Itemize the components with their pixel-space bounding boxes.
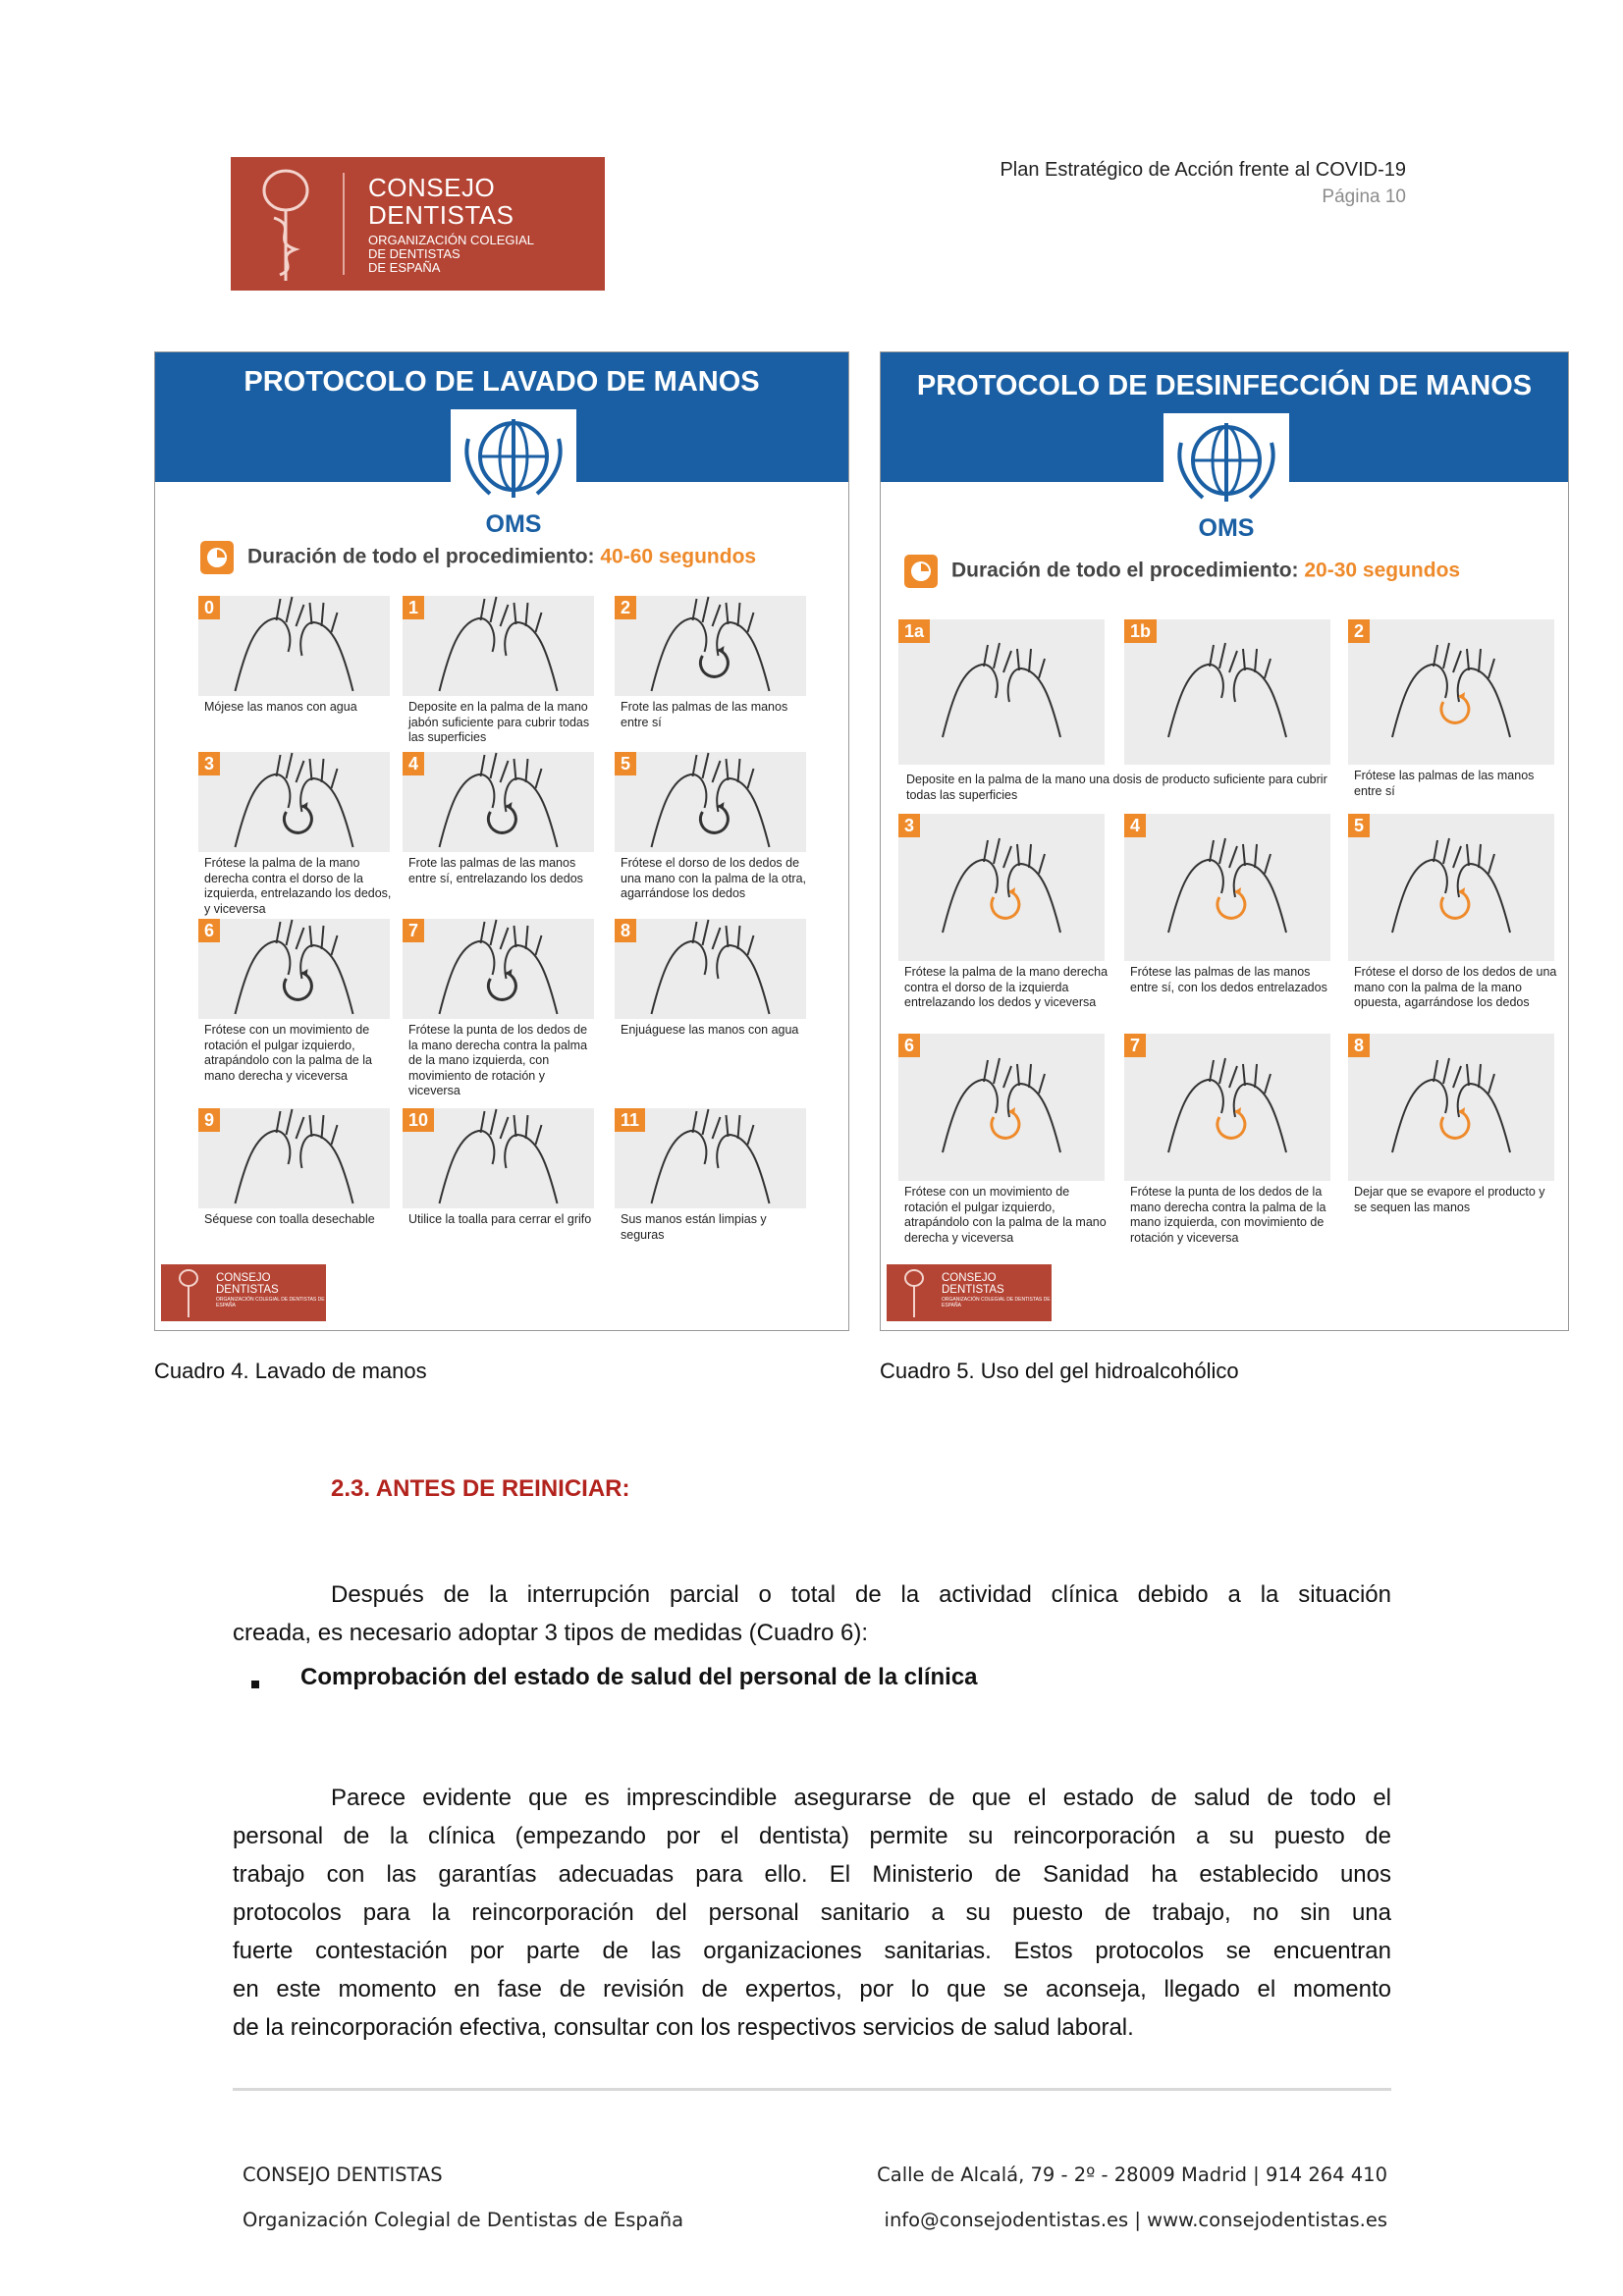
who-emblem-icon	[1163, 413, 1289, 511]
step-number: 3	[898, 814, 920, 837]
hands-illustration-icon	[615, 919, 806, 1019]
step-caption-1: Deposite en la palma de la mano una dosis de producto suficiente para cubrir todas las superficies	[906, 773, 1327, 802]
hands-illustration-icon	[198, 752, 390, 852]
figure-caption-5: Cuadro 5. Uso del gel hidroalcohólico	[880, 1359, 1239, 1383]
step-number: 0	[198, 596, 220, 619]
paragraph-line: fuerte contestación por parte de las organizaciones sanitarias. Estos protocolos se encuentran	[233, 1938, 1391, 1964]
logo-divider	[343, 173, 345, 275]
paragraph-health-check	[233, 1779, 1391, 2047]
step-number: 9	[198, 1108, 220, 1132]
footer-org-name: CONSEJO DENTISTAS	[243, 2163, 443, 2186]
step-caption: Dejar que se evapore el producto y se sequen las manos	[1354, 1185, 1545, 1214]
step-number: 7	[1124, 1034, 1146, 1057]
hands-illustration-icon	[198, 596, 390, 696]
step-caption: Utilice la toalla para cerrar el grifo	[408, 1212, 592, 1226]
logo-line: CONSEJO	[368, 173, 496, 202]
caduceus-icon	[231, 157, 339, 291]
step-caption: Frote las palmas de las manos entre sí	[621, 700, 788, 729]
step-image	[615, 596, 806, 696]
logo-line: ORGANIZACIÓN COLEGIAL	[368, 233, 535, 247]
bullet-square-icon	[251, 1681, 259, 1688]
step-image	[615, 1108, 806, 1208]
badge-line: CONSEJO	[942, 1272, 997, 1284]
footer-address: Calle de Alcalá, 79 - 2º - 28009 Madrid | 914 264 410	[877, 2163, 1387, 2186]
step-caption: Frótese la palma de la mano derecha contra el dorso de la izquierda entrelazando los dedos y viceversa	[904, 965, 1109, 1009]
step-number: 11	[615, 1108, 645, 1132]
hands-illustration-icon	[403, 752, 594, 852]
step-number: 6	[198, 919, 220, 942]
logo-line: DENTISTAS	[368, 200, 514, 230]
step-caption: Frótese la punta de los dedos de la mano derecha contra la palma de la mano izquierda, con movimiento de rotación y viceversa	[408, 1023, 588, 1097]
section-title: 2.3. ANTES DE REINICIAR:	[331, 1475, 630, 1502]
paragraph-intro	[233, 1575, 1391, 1652]
step-number: 4	[403, 752, 424, 775]
figure-caption-4: Cuadro 4. Lavado de manos	[154, 1359, 427, 1383]
consejo-dentistas-logo	[231, 157, 605, 291]
step-caption: Sus manos están limpias y seguras	[621, 1212, 767, 1242]
who-label: OMS	[485, 510, 542, 538]
hands-illustration-icon	[198, 1108, 390, 1208]
paragraph-line: Parece evidente que es imprescindible asegurarse de que el estado de salud de todo el	[331, 1785, 1391, 1811]
hands-illustration-icon	[1348, 814, 1554, 961]
hands-illustration-icon	[1348, 619, 1554, 765]
who-emblem-icon	[451, 409, 576, 507]
duration-label: Duración de todo el procedimiento:	[247, 545, 595, 568]
step-caption: Frote las palmas de las manos entre sí, entrelazando los dedos	[408, 856, 583, 885]
step-caption: Deposite en la palma de la mano jabón suficiente para cubrir todas las superficies	[408, 700, 590, 744]
step-number: 2	[615, 596, 636, 619]
step-caption: Frótese el dorso de los dedos de una mano con la palma de la otra, agarrándose los dedos	[621, 856, 807, 900]
page-number: Página 10	[1322, 187, 1406, 207]
caduceus-icon	[169, 1264, 208, 1321]
badge-line: ORGANIZACIÓN COLEGIAL DE DENTISTAS DE ESPAÑA	[216, 1297, 325, 1308]
paragraph-line: personal de la clínica (empezando por el dentista) permite su reincorporación a su puesto de	[233, 1823, 1391, 1849]
paragraph-line: Después de la interrupción parcial o total de la actividad clínica debido a la situación	[331, 1581, 1391, 1608]
step-image	[198, 919, 390, 1019]
hands-illustration-icon	[898, 1034, 1105, 1181]
step-number: 1	[403, 596, 424, 619]
paragraph-line: de la reincorporación efectiva, consultar con los respectivos servicios de salud laboral.	[233, 2014, 1134, 2041]
step-image	[615, 752, 806, 852]
step-number: 2	[1348, 619, 1370, 643]
caduceus-icon	[894, 1264, 934, 1321]
step-number: 5	[615, 752, 636, 775]
step-number: 5	[1348, 814, 1370, 837]
poster-title: PROTOCOLO DE DESINFECCIÓN DE MANOS	[916, 370, 1533, 401]
badge-line: DENTISTAS	[942, 1284, 1004, 1296]
step-number: 10	[403, 1108, 434, 1132]
step-caption: Séquese con toalla desechable	[204, 1212, 375, 1226]
step-image	[403, 596, 594, 696]
bullet-heading: Comprobación del estado de salud del personal de la clínica	[300, 1664, 978, 1690]
step-image	[403, 752, 594, 852]
step-image	[198, 752, 390, 852]
duration-label: Duración de todo el procedimiento:	[951, 559, 1299, 582]
poster-handwashing	[154, 351, 849, 1331]
duration-value: 20-30 segundos	[1304, 559, 1461, 582]
hands-illustration-icon	[615, 596, 806, 696]
step-image	[898, 814, 1105, 961]
step-number: 6	[898, 1034, 920, 1057]
step-image	[898, 1034, 1105, 1181]
footer-divider	[233, 2088, 1391, 2091]
step-caption: Frótese las palmas de las manos entre sí, con los dedos entrelazados	[1130, 965, 1327, 994]
step-caption: Frótese el dorso de los dedos de una mano con la palma de la mano opuesta, agarrándose los dedos	[1354, 965, 1557, 1009]
paragraph-line: en este momento en fase de revisión de expertos, por lo que se aconseja, llegado el momento	[233, 1976, 1391, 2002]
step-image	[898, 619, 1105, 765]
step-caption: Mójese las manos con agua	[204, 700, 357, 714]
step-number: 8	[615, 919, 636, 942]
hands-illustration-icon	[898, 814, 1105, 961]
clock-icon	[200, 541, 234, 574]
footer-org-full: Organización Colegial de Dentistas de España	[243, 2209, 684, 2231]
step-number: 1b	[1124, 619, 1157, 643]
step-image	[1124, 1034, 1330, 1181]
step-image	[1348, 814, 1554, 961]
step-image	[198, 596, 390, 696]
clock-icon	[904, 555, 938, 588]
logo-line: DE DENTISTAS	[368, 246, 460, 261]
footer-contact: info@consejodentistas.es | www.consejodentistas.es	[884, 2209, 1387, 2231]
step-number: 8	[1348, 1034, 1370, 1057]
consejo-badge	[161, 1264, 326, 1321]
hands-illustration-icon	[198, 919, 390, 1019]
step-image	[1124, 619, 1330, 765]
step-caption: Frótese la palma de la mano derecha contra el dorso de la izquierda, entrelazando los dedos, y viceversa	[204, 856, 392, 916]
document-title: Plan Estratégico de Acción frente al COVID-19	[1000, 159, 1406, 181]
hands-illustration-icon	[403, 596, 594, 696]
hands-illustration-icon	[403, 919, 594, 1019]
paragraph-line: protocolos para la reincorporación del personal sanitario a su puesto de trabajo, no sin una	[233, 1899, 1391, 1926]
who-label: OMS	[1198, 514, 1255, 542]
duration-value: 40-60 segundos	[600, 545, 757, 568]
badge-line: CONSEJO	[216, 1272, 271, 1284]
consejo-badge	[887, 1264, 1052, 1321]
logo-line: DE ESPAÑA	[368, 260, 441, 275]
step-image	[615, 919, 806, 1019]
paragraph-line: trabajo con las garantías adecuadas para ello. El Ministerio de Sanidad ha establecido unos	[233, 1861, 1391, 1888]
step-image	[1348, 619, 1554, 765]
step-number: 7	[403, 919, 424, 942]
hands-illustration-icon	[615, 752, 806, 852]
hands-illustration-icon	[1348, 1034, 1554, 1181]
hands-illustration-icon	[1124, 814, 1330, 961]
step-caption: Frótese con un movimiento de rotación el pulgar izquierdo, atrapándolo con la palma de la mano derecha y viceversa	[204, 1023, 372, 1083]
poster-title: PROTOCOLO DE LAVADO DE MANOS	[243, 366, 760, 398]
step-caption: Enjuáguese las manos con agua	[621, 1023, 799, 1037]
paragraph-line: creada, es necesario adoptar 3 tipos de medidas (Cuadro 6):	[233, 1620, 869, 1646]
duration-line	[904, 555, 1460, 588]
who-logo	[1163, 413, 1289, 549]
step-image	[198, 1108, 390, 1208]
step-caption: Frótese con un movimiento de rotación el pulgar izquierdo, atrapándolo con la palma de la mano derecha y viceversa	[904, 1185, 1107, 1245]
who-logo	[451, 409, 576, 545]
badge-line: ORGANIZACIÓN COLEGIAL DE DENTISTAS DE ESPAÑA	[942, 1297, 1051, 1308]
step-caption: Frótese las palmas de las manos entre sí	[1354, 769, 1535, 798]
step-image	[403, 1108, 594, 1208]
badge-line: DENTISTAS	[216, 1284, 279, 1296]
step-image	[1348, 1034, 1554, 1181]
hands-illustration-icon	[1124, 1034, 1330, 1181]
step-image	[1124, 814, 1330, 961]
step-caption: Frótese la punta de los dedos de la mano derecha contra la palma de la mano izquierda, con movimiento de rotación y viceversa	[1130, 1185, 1326, 1245]
step-image	[403, 919, 594, 1019]
poster-disinfection	[880, 351, 1569, 1331]
duration-line	[200, 541, 756, 574]
step-number: 3	[198, 752, 220, 775]
step-number: 1a	[898, 619, 930, 643]
step-number: 4	[1124, 814, 1146, 837]
